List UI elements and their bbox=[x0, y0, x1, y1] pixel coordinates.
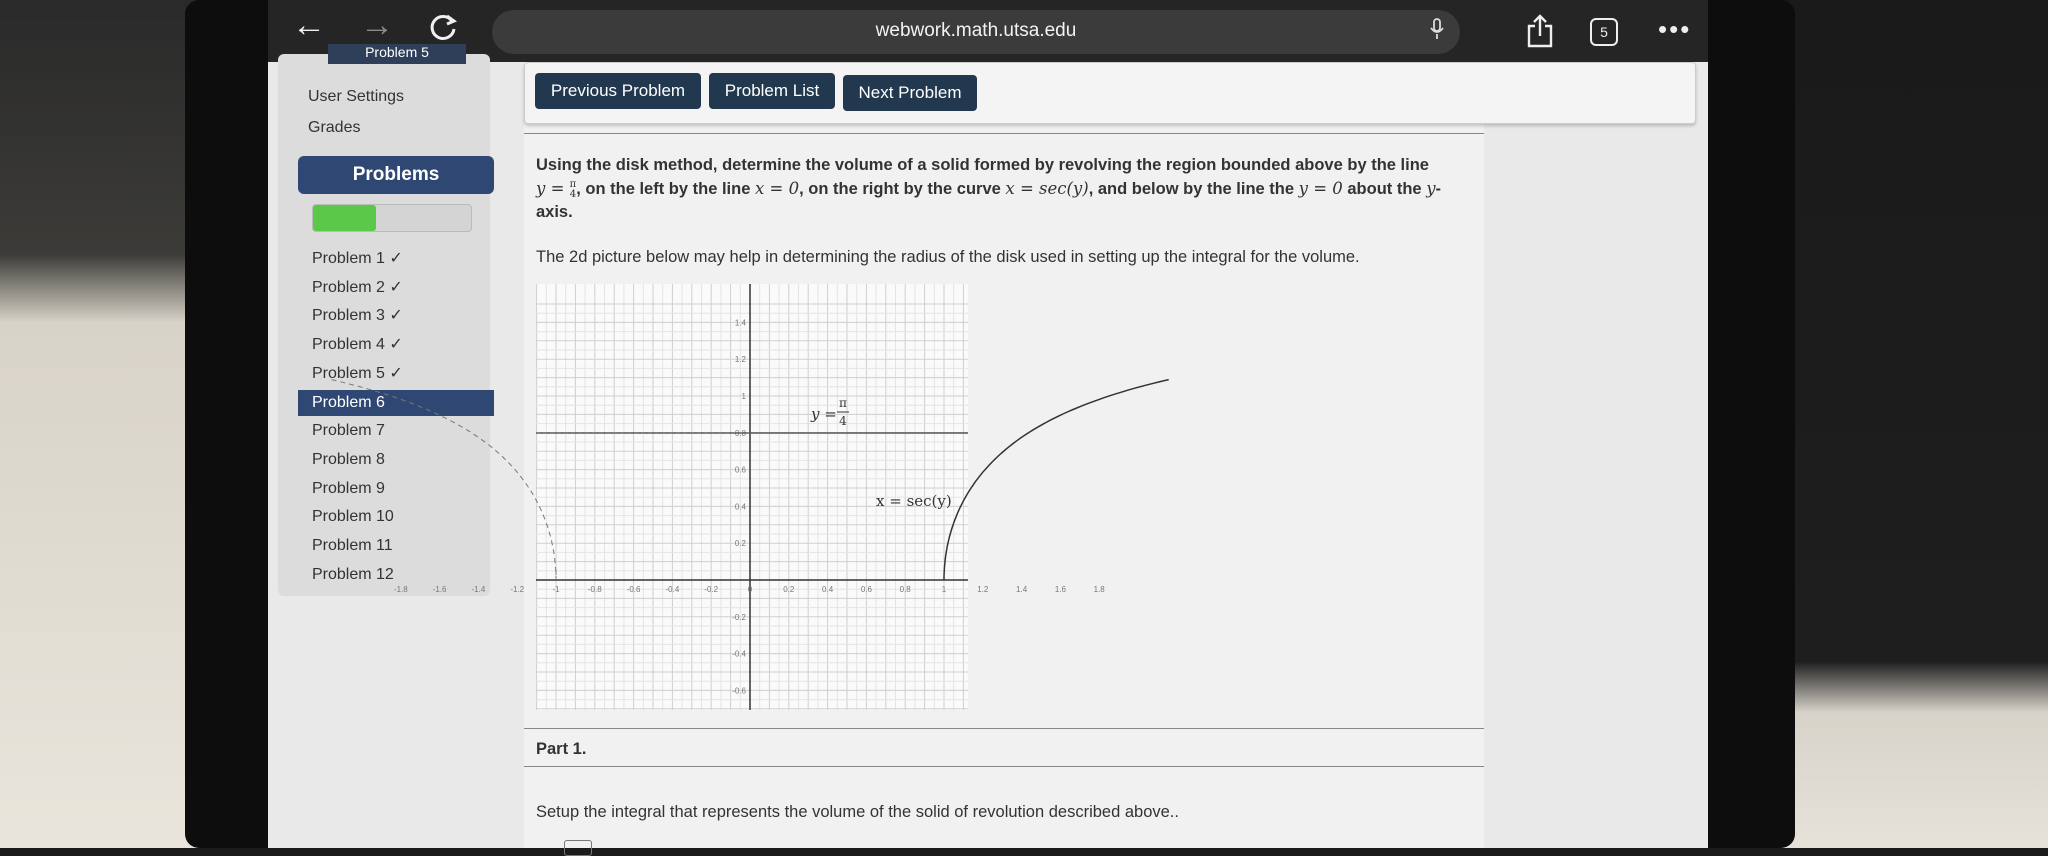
microphone-icon[interactable] bbox=[1430, 18, 1444, 40]
part-1-label: Part 1. bbox=[536, 740, 587, 758]
x-tick-label: 0.8 bbox=[899, 585, 911, 594]
problem-list-item[interactable]: Problem 6 bbox=[298, 390, 494, 416]
label-pi: π bbox=[839, 396, 847, 410]
x-tick-label: -1.8 bbox=[393, 585, 408, 594]
problem-list-item[interactable]: Problem 8 bbox=[312, 450, 385, 468]
text-dash: - bbox=[1435, 180, 1442, 198]
y-tick-label: 0.4 bbox=[734, 502, 746, 512]
x-tick-label: -0.8 bbox=[587, 585, 602, 594]
problem-list-button[interactable]: Problem List bbox=[709, 73, 835, 109]
problems-panel bbox=[278, 148, 490, 596]
problem-list-item[interactable]: Problem 1 ✓ bbox=[312, 250, 403, 267]
webwork-page bbox=[268, 44, 1708, 848]
back-icon[interactable]: ← bbox=[292, 6, 326, 44]
x-tick-label: -1.6 bbox=[432, 585, 447, 594]
problem-list-item[interactable]: Problem 5 ✓ bbox=[312, 364, 403, 382]
x-tick-label: -0.6 bbox=[626, 585, 641, 594]
user-settings-link[interactable]: User Settings bbox=[308, 88, 405, 105]
problem-list-item[interactable]: Problem 12 bbox=[312, 565, 394, 583]
setup-instruction: Setup the integral that represents the volume of the solid of revolution described above.. bbox=[536, 803, 1179, 821]
x-tick-label: 1.8 bbox=[1093, 585, 1105, 594]
problem-list-item[interactable]: Problem 4 ✓ bbox=[312, 336, 403, 354]
x-tick-label: 0 bbox=[747, 585, 753, 594]
x-tick-label: 1.2 bbox=[977, 585, 989, 594]
tablet-screen bbox=[268, 0, 1708, 848]
x-tick-label: -0.4 bbox=[665, 585, 680, 594]
address-bar[interactable] bbox=[492, 10, 1460, 54]
x-tick-label: 1 bbox=[941, 585, 947, 594]
forward-icon[interactable]: → bbox=[360, 6, 394, 44]
problems-heading[interactable]: Problems bbox=[298, 156, 494, 194]
top-divider bbox=[524, 133, 1484, 134]
url-text: webwork.math.utsa.edu bbox=[875, 20, 1077, 41]
problem-list-item[interactable]: Problem 2 ✓ bbox=[312, 278, 403, 296]
x-tick-label: 1.4 bbox=[1016, 585, 1028, 594]
x-tick-label: -1.2 bbox=[510, 585, 525, 594]
x-tick-label: 1.6 bbox=[1054, 585, 1066, 594]
label-sec-curve: x = sec(y) bbox=[876, 492, 952, 510]
problem-list-item[interactable]: Problem 11 bbox=[312, 537, 393, 554]
progress-fill bbox=[313, 205, 376, 231]
share-icon[interactable] bbox=[1526, 14, 1554, 48]
tab-count-button[interactable]: 5 bbox=[1590, 18, 1618, 46]
next-problem-button[interactable]: Next Problem bbox=[843, 75, 977, 111]
x-tick-label: -0.2 bbox=[704, 585, 719, 594]
math-y-eq: y = bbox=[536, 179, 570, 198]
x-tick-label: 0.6 bbox=[860, 585, 872, 594]
reload-icon[interactable] bbox=[428, 8, 458, 48]
problem-line-2 bbox=[536, 177, 1496, 201]
problem-list-item[interactable]: Problem 7 bbox=[312, 422, 385, 440]
y-tick-label: -0.6 bbox=[732, 686, 746, 696]
answer-input-stub[interactable] bbox=[564, 840, 592, 856]
part-divider-top bbox=[524, 728, 1484, 729]
part-divider-bottom bbox=[524, 766, 1484, 767]
math-y0: y = 0 bbox=[1298, 179, 1343, 198]
text-below: , and below by the line the bbox=[1088, 180, 1299, 198]
x-tick-label: 0.2 bbox=[783, 585, 795, 594]
region-graph bbox=[393, 284, 1105, 710]
y-tick-label: 1 bbox=[741, 392, 746, 401]
problem-nav-bar bbox=[524, 62, 1696, 124]
text-right: , on the right by the curve bbox=[799, 180, 1006, 198]
problem-list-item[interactable]: Problem 10 bbox=[312, 508, 394, 526]
x-tick-label: -1 bbox=[552, 585, 560, 594]
grades-link[interactable]: Grades bbox=[308, 119, 361, 136]
x-tick-label: 0.4 bbox=[822, 585, 834, 594]
hint-text: The 2d picture below may help in determining the radius of the disk used in setting up the integral for the volume. bbox=[536, 248, 1360, 266]
background-left bbox=[0, 0, 210, 848]
label-y-eq: y = bbox=[811, 405, 837, 423]
sidebar-tab-stub[interactable]: Problem 5 bbox=[328, 44, 466, 64]
problem-list-item[interactable]: Problem 9 bbox=[312, 479, 385, 497]
math-four: 4 bbox=[569, 188, 577, 200]
more-menu-icon[interactable]: ••• bbox=[1658, 14, 1692, 44]
text-about: about the bbox=[1342, 180, 1427, 198]
label-four: 4 bbox=[839, 414, 847, 428]
progress-bar bbox=[312, 204, 472, 232]
y-tick-label: 1.4 bbox=[734, 318, 746, 328]
math-pi: π bbox=[569, 178, 577, 190]
x-tick-label: -1.4 bbox=[471, 585, 486, 594]
y-tick-label: -0.4 bbox=[732, 649, 746, 659]
text-left: , on the left by the line bbox=[576, 180, 755, 198]
math-sec: x = sec(y) bbox=[1005, 179, 1089, 198]
y-tick-label: 1.2 bbox=[734, 355, 746, 365]
problem-line-1: Using the disk method, determine the volume of a solid formed by revolving the region bounded above by the line bbox=[536, 156, 1429, 174]
browser-toolbar bbox=[268, 0, 1708, 62]
problem-list-item[interactable]: Problem 3 ✓ bbox=[312, 307, 403, 325]
problem-statement bbox=[536, 154, 1496, 224]
y-tick-label: 0.8 bbox=[734, 428, 746, 438]
problem-line-3: axis. bbox=[536, 203, 573, 221]
y-tick-label: 0.2 bbox=[734, 539, 746, 549]
y-tick-label: -0.2 bbox=[732, 612, 746, 622]
math-x0: x = 0 bbox=[754, 179, 800, 198]
math-yvar: y bbox=[1426, 179, 1436, 198]
y-tick-label: 0.6 bbox=[734, 465, 746, 475]
previous-problem-button[interactable]: Previous Problem bbox=[535, 73, 701, 109]
